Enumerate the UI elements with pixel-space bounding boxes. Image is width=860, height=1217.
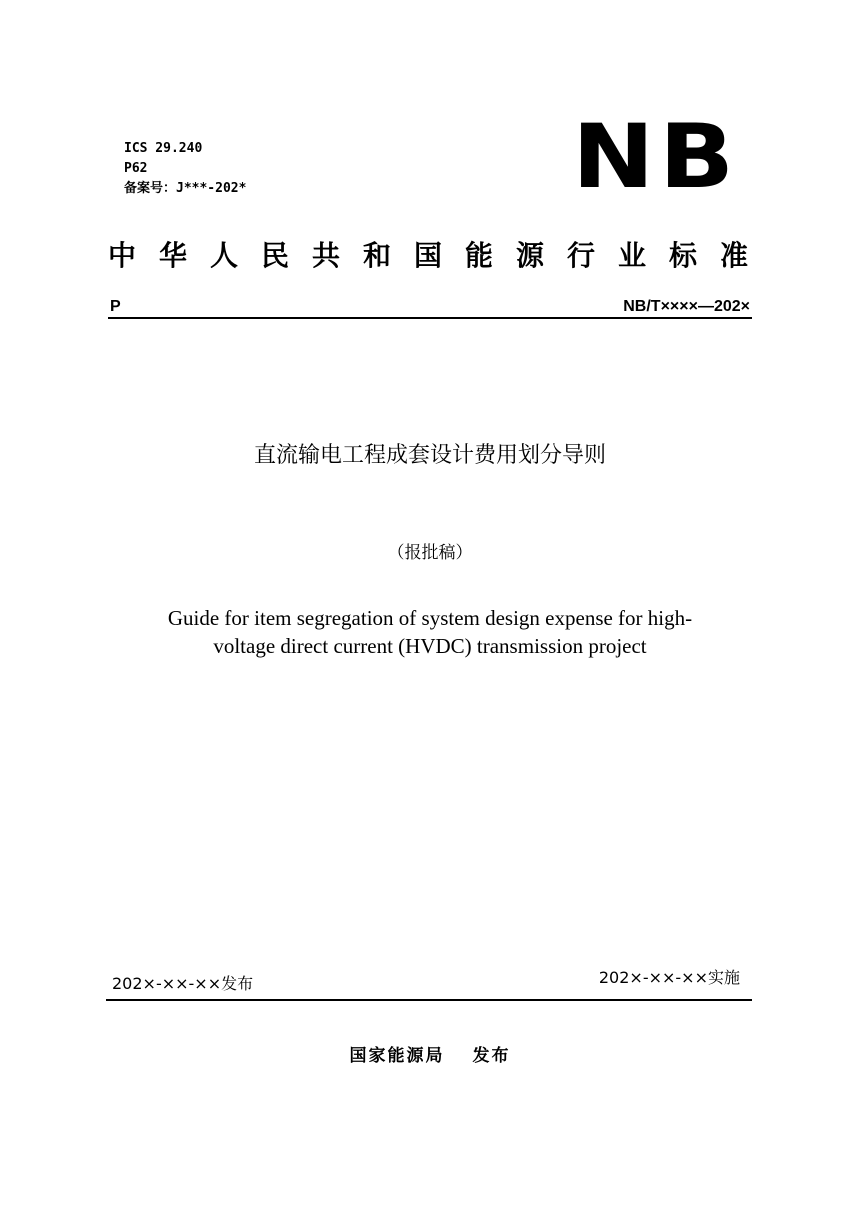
- issue-word: 发布: [472, 1046, 511, 1066]
- standard-title: 中华人民共和国能源行业标准: [108, 239, 748, 272]
- document-title: 直流输电工程成套设计费用划分导则: [253, 443, 606, 468]
- draft-label: （报批稿）: [387, 543, 473, 563]
- footer-divider: [106, 999, 752, 1001]
- english-title-line-2: voltage direct current (HVDC) transmission project: [213, 634, 647, 658]
- header-divider: [108, 317, 752, 319]
- english-title-line-1: Guide for item segregation of system design expense for high-: [167, 606, 693, 630]
- class-code: P62: [124, 161, 148, 176]
- metadata-block: [124, 139, 246, 199]
- nb-logo: NB: [572, 105, 739, 208]
- implement-date: 202×-××-××实施: [598, 968, 740, 987]
- issuer-name: 国家能源局: [349, 1046, 445, 1066]
- standard-number: NB/T××××—202×: [623, 298, 750, 315]
- ics-code: ICS 29.240: [124, 141, 203, 156]
- category-letter: P: [110, 298, 121, 315]
- publish-date: 202×-××-××发布: [112, 974, 254, 993]
- record-number: 备案号：J***-202*: [124, 181, 247, 196]
- issuer-line: [0, 1041, 860, 1066]
- english-title: [130, 604, 730, 660]
